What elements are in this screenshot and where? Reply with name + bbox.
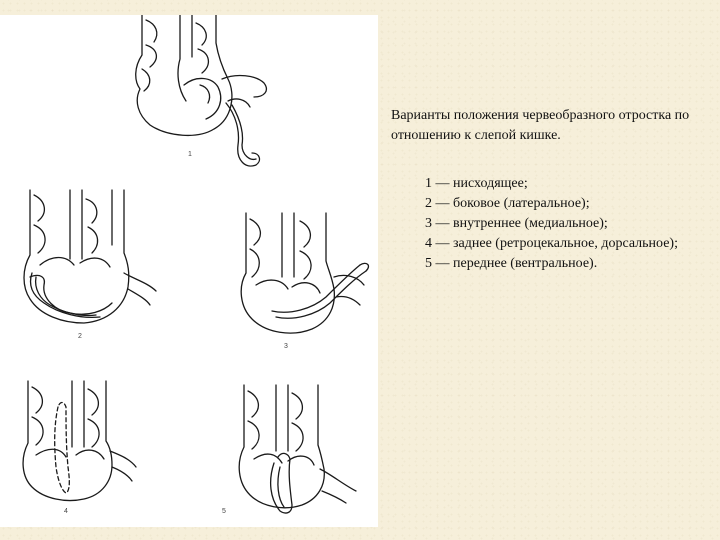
panel-5-number: 5 xyxy=(222,508,226,515)
panel-1-descending xyxy=(136,15,267,166)
list-item: 5 — переднее (вентральное). xyxy=(425,256,598,271)
appendix-positions-figure xyxy=(0,15,378,527)
caption-title: Варианты положения червеобразного отростка по отношению к слепой кишке. xyxy=(391,108,690,143)
panel-4-retrocaecal xyxy=(23,381,136,515)
panel-3-medial xyxy=(241,213,368,350)
panel-4-number: 4 xyxy=(64,508,68,515)
list-item: 3 — внутреннее (медиальное); xyxy=(425,216,608,231)
caption xyxy=(391,106,711,274)
panel-2-number: 2 xyxy=(78,333,82,340)
list-item: 2 — боковое (латеральное); xyxy=(425,196,590,211)
list-item: 4 — заднее (ретроцекальное, дорсальное); xyxy=(425,236,678,251)
panel-5-ventral xyxy=(222,385,356,515)
panel-1-number: 1 xyxy=(188,151,192,158)
panel-3-number: 3 xyxy=(284,343,288,350)
list-item: 1 — нисходящее; xyxy=(425,176,528,191)
position-list xyxy=(425,174,711,274)
panel-2-lateral xyxy=(24,190,156,340)
